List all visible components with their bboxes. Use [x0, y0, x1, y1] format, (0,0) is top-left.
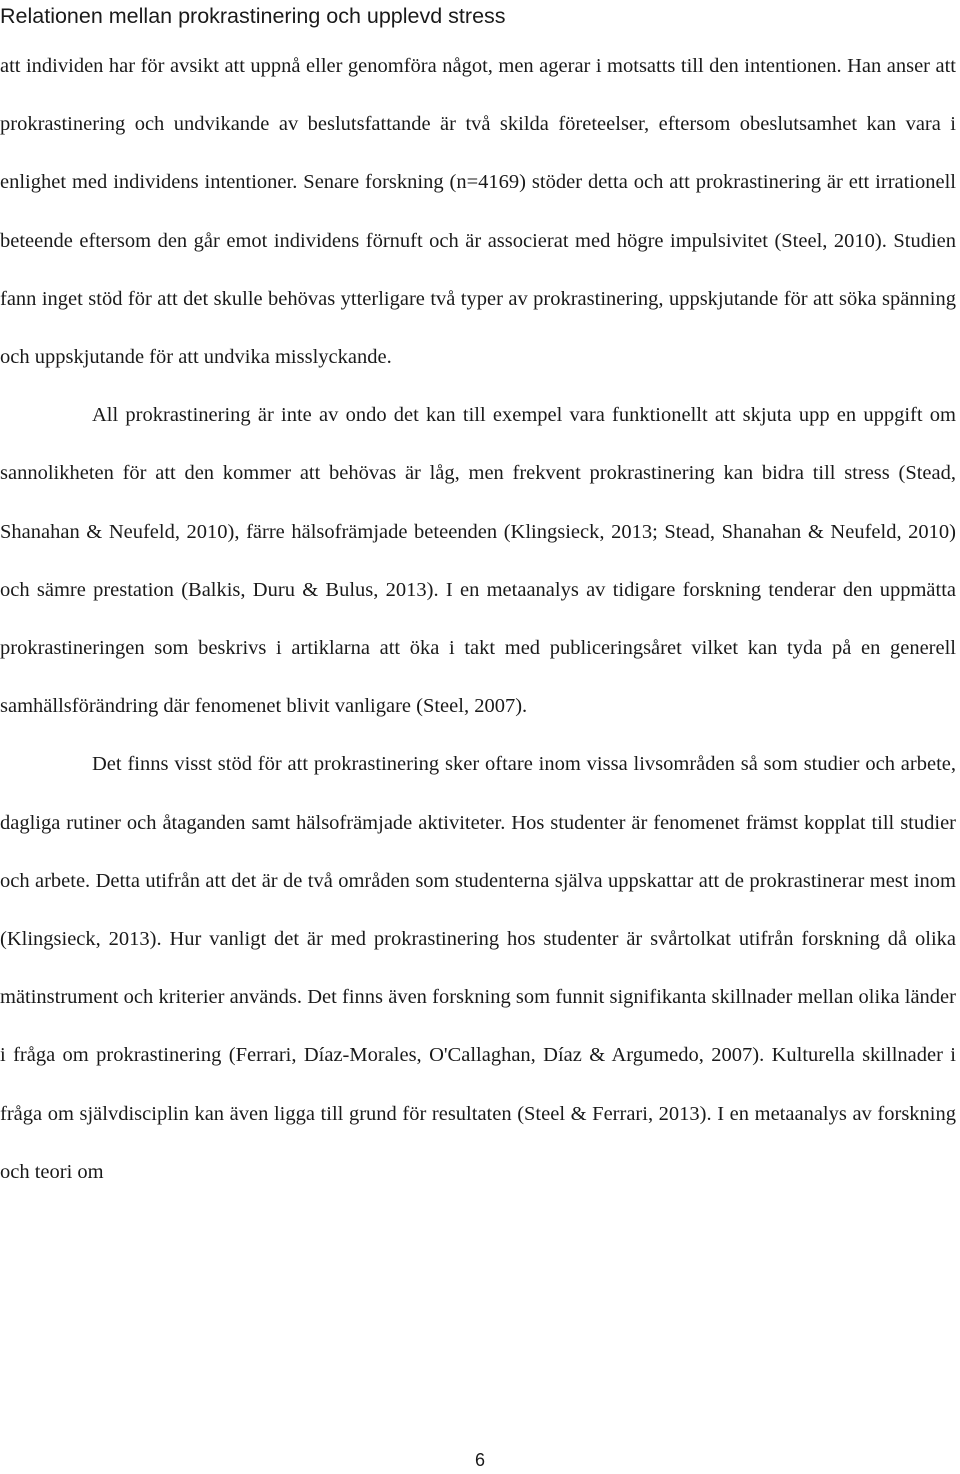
- paragraph-3: Det finns visst stöd för att prokrastinering sker oftare inom vissa livsområden så som studier och arbete, dagliga rutiner och åtaganden samt hälsofrämjade aktiviteter. Hos studenter är fenomenet främst kopplat till studier och arbete. Detta utifrån att det är de två områden som studenterna själva uppskattar att de prokrastinerar mest inom (Klingsieck, 2013). Hur vanligt det är med prokrastinering hos studenter är svårtolkat utifrån forskning då olika mätinstrument och kriterier används. Det finns även forskning som funnit signifikanta skillnader mellan olika länder i fråga om prokrastinering (Ferrari, Díaz-Morales, O'Callaghan, Díaz & Argumedo, 2007). Kulturella skillnader i fråga om självdisciplin kan även ligga till grund för resultaten (Steel & Ferrari, 2013). I en metaanalys av forskning och teori om: [0, 753, 956, 1183]
- paragraph-2: All prokrastinering är inte av ondo det kan till exempel vara funktionellt att skjuta upp en uppgift om sannolikheten för att den kommer att behövas är låg, men frekvent prokrastinering kan bidra till stress (Stead, Shanahan & Neufeld, 2010), färre hälsofrämjade beteenden (Klingsieck, 2013; Stead, Shanahan & Neufeld, 2010) och sämre prestation (Balkis, Duru & Bulus, 2013). I en metaanalys av tidigare forskning tenderar den uppmätta prokrastineringen som beskrivs i artiklarna att öka i takt med publiceringsåret vilket kan tyda på en generell samhällsförändring där fenomenet blivit vanligare (Steel, 2007).: [0, 404, 956, 718]
- body-text: [0, 37, 956, 1201]
- paragraph-1: att individen har för avsikt att uppnå eller genomföra något, men agerar i motsatts till den intentionen. Han anser att prokrastinering och undvikande av beslutsfattande är två skilda företeelser, eftersom obeslutsamhet kan vara i enlighet med individens intentioner. Senare forskning (n=4169) stöder detta och att prokrastinering är ett irrationell beteende eftersom den går emot individens förnuft och är associerat med högre impulsivitet (Steel, 2010). Studien fann inget stöd för att det skulle behövas ytterligare två typer av prokrastinering, uppskjutande för att söka spänning och uppskjutande för att undvika misslyckande.: [0, 55, 956, 369]
- page-number: 6: [474, 1450, 485, 1470]
- running-header-title: Relationen mellan prokrastinering och upplevd stress: [0, 4, 506, 28]
